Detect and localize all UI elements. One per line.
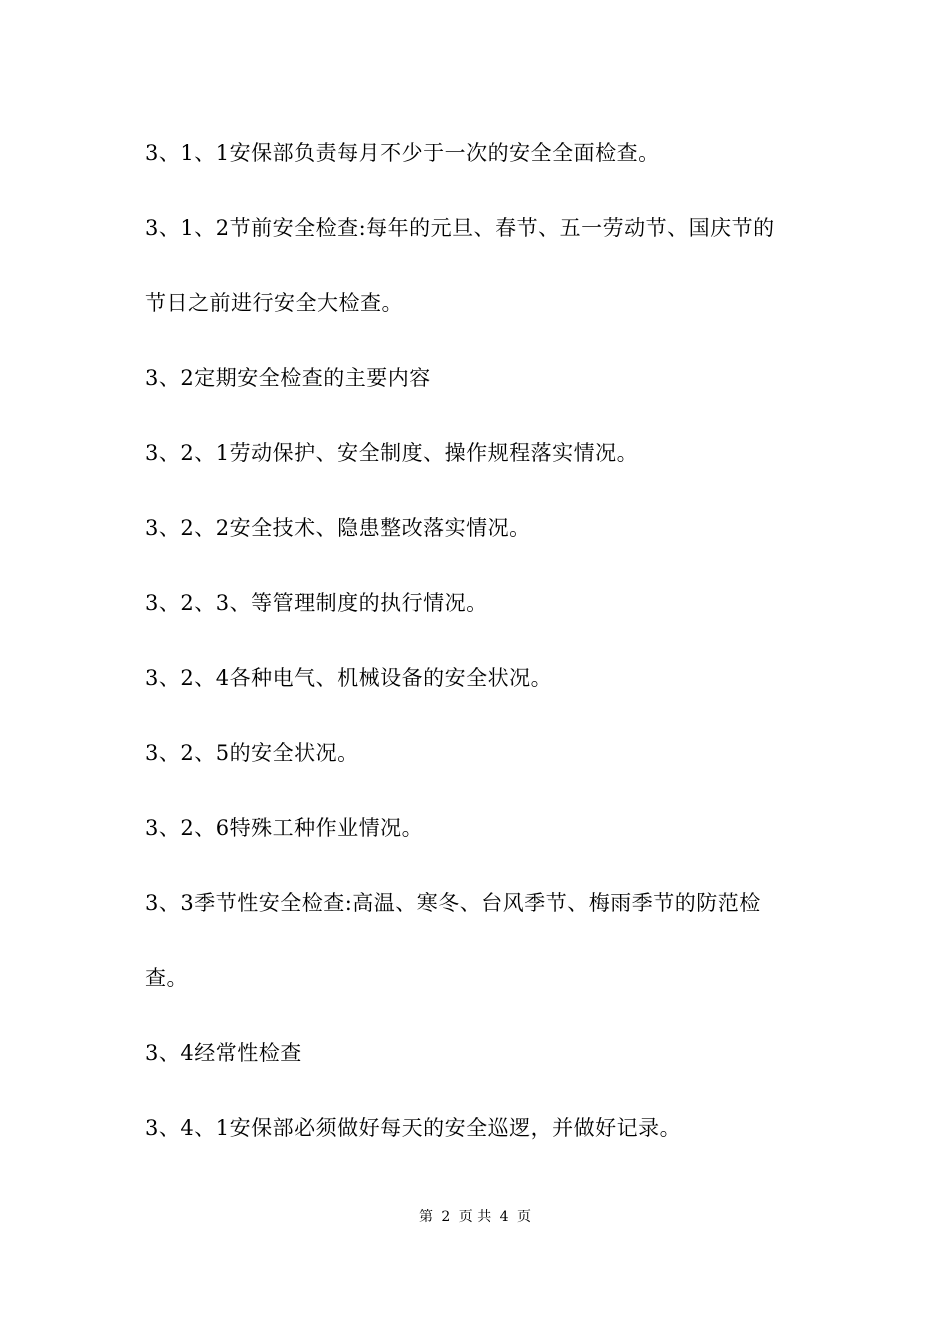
current-page-number: 2 bbox=[441, 1209, 451, 1225]
paragraph-line: 3、1、2节前安全检查:每年的元旦、春节、五一劳动节、国庆节的 bbox=[145, 216, 775, 240]
section-heading: 3、4经常性检查 bbox=[145, 1041, 302, 1065]
paragraph-line: 3、3季节性安全检查:高温、寒冬、台风季节、梅雨季节的防范检 bbox=[145, 891, 761, 915]
footer-middle: 页 共 bbox=[458, 1209, 492, 1225]
paragraph-line: 3、2、4各种电气、机械设备的安全状况。 bbox=[145, 666, 553, 690]
paragraph-line: 节日之前进行安全大检查。 bbox=[145, 291, 403, 315]
page-footer bbox=[0, 1207, 950, 1227]
footer-suffix: 页 bbox=[517, 1209, 532, 1225]
section-heading: 3、2定期安全检查的主要内容 bbox=[145, 366, 431, 390]
paragraph-line: 3、2、6特殊工种作业情况。 bbox=[145, 816, 424, 840]
paragraph-line: 3、2、2安全技术、隐患整改落实情况。 bbox=[145, 516, 531, 540]
paragraph-line: 3、2、1劳动保护、安全制度、操作规程落实情况。 bbox=[145, 441, 639, 465]
total-pages-number: 4 bbox=[499, 1209, 509, 1225]
paragraph-line: 3、2、3、等管理制度的执行情况。 bbox=[145, 591, 488, 615]
paragraph-line: 3、4、1安保部必须做好每天的安全巡逻，并做好记录。 bbox=[145, 1116, 682, 1140]
paragraph-line: 3、2、5的安全状况。 bbox=[145, 741, 359, 765]
paragraph-line: 3、1、1安保部负责每月不少于一次的安全全面检查。 bbox=[145, 141, 660, 165]
paragraph-line: 查。 bbox=[145, 966, 188, 990]
footer-prefix: 第 bbox=[418, 1209, 433, 1225]
